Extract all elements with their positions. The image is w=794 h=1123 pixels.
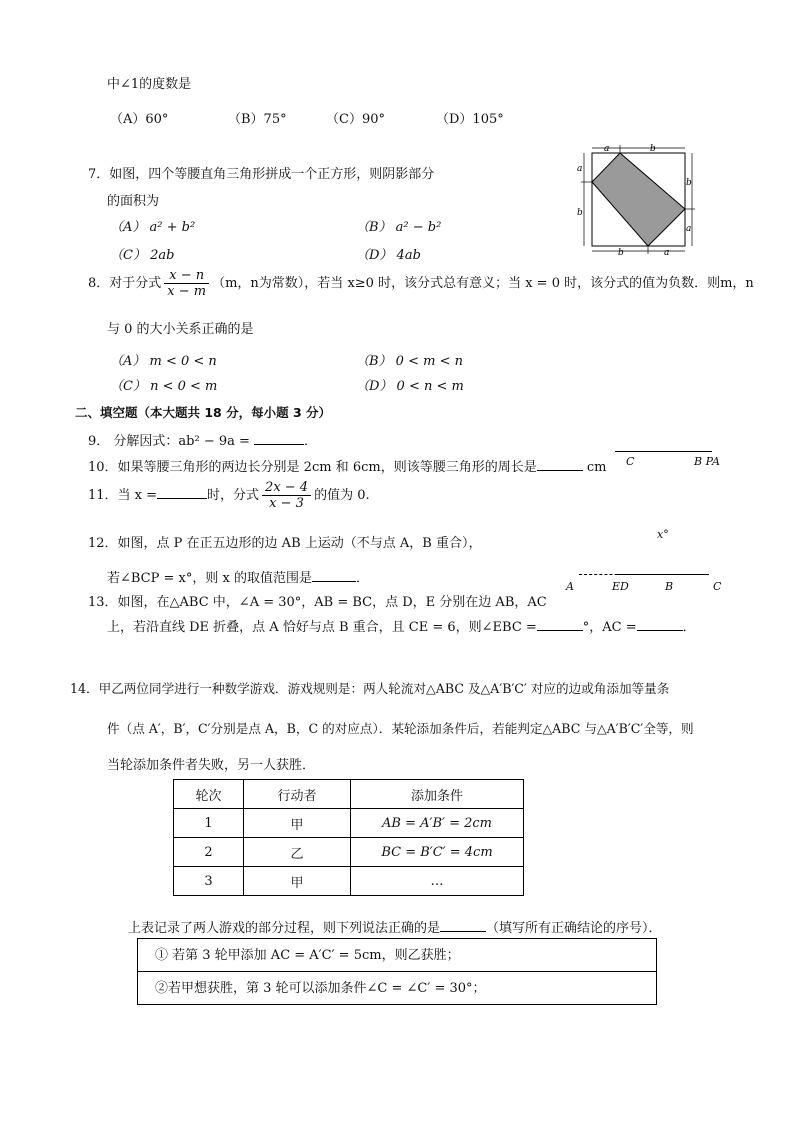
stray-label-a: A [566, 580, 574, 593]
q6-option-c: （C）90° [326, 112, 385, 127]
q8-fraction [164, 268, 209, 299]
q13-line1: 13．如图，在△ABC 中，∠A = 30°，AB = BC，点 D，E 分别在边 AB，AC [88, 595, 547, 610]
q10-blank[interactable] [537, 458, 583, 471]
q14-after-text: 上表记录了两人游戏的部分过程，则下列说法正确的是 [128, 921, 441, 936]
q11-blank[interactable] [157, 486, 207, 499]
q10-unit: cm [586, 460, 607, 475]
q6-line: 中∠1的度数是 [107, 77, 192, 92]
q12-text: 若∠BCP = x°，则 x 的取值范围是 [107, 571, 312, 586]
q14-after [128, 917, 662, 936]
stray-label-c2: C [713, 580, 722, 593]
q13-text-b: °，AC = [582, 620, 637, 635]
q11-frac-den: x − 3 [269, 496, 304, 511]
stray-label-x: x° [657, 528, 669, 541]
fig-label-top-a: a [604, 144, 610, 154]
table-cell: 3 [174, 867, 244, 896]
q9-end: ． [304, 434, 318, 449]
table-cell: 2 [174, 838, 244, 867]
q7-line1: 7．如图，四个等腰直角三角形拼成一个正方形，则阴影部分 [88, 167, 435, 182]
stray-line-top [615, 451, 712, 452]
q8-line2: 与 0 的大小关系正确的是 [107, 322, 254, 337]
table-cell: AB = A′B′ = 2cm [351, 809, 524, 838]
table-cell: … [351, 867, 524, 896]
stray-label-b: B [665, 580, 674, 593]
q13-blank-2[interactable] [637, 618, 683, 631]
q7-option-a: （A） a² + b² [110, 220, 196, 235]
q6-option-d: （D）105° [436, 112, 504, 127]
q14-after-end: （填写所有正确结论的序号）． [486, 921, 662, 936]
square-figure [574, 143, 698, 257]
table-cell: BC = B′C′ = 4cm [351, 838, 524, 867]
q9-text: 9． 分解因式：ab² − 9a = [88, 434, 250, 449]
q14-line2: 件（点 A′，B′，C′分别是点 A，B，C 的对应点）．某轮添加条件后，若能判定△ABC 与△A′B′C′全等，则 [107, 721, 694, 736]
fig-label-bottom-a: a [664, 248, 670, 257]
fig-label-right-a: a [686, 224, 692, 234]
q8-num: 8．对于分式 [88, 276, 162, 291]
q9-line [88, 430, 317, 449]
q8-option-d: （D） 0 < n < m [356, 379, 464, 394]
section-title: 二、填空题（本大题共 18 分，每小题 3 分） [75, 405, 332, 420]
q8-option-a: （A） m < 0 < n [110, 354, 217, 369]
table-row [174, 867, 524, 896]
table-cell: 乙 [244, 838, 351, 867]
fig-label-top-b: b [650, 144, 656, 154]
table-header-row [174, 780, 524, 809]
q14-line3: 当轮添加条件者失败，另一人获胜． [107, 758, 316, 773]
conclusion-2: ②若甲想获胜，第 3 轮可以添加条件∠C = ∠C′ = 30°； [137, 971, 657, 1005]
q7-option-c: （C） 2ab [110, 248, 175, 263]
q8-option-c: （C） n < 0 < m [110, 379, 218, 394]
q8-option-b: （B） 0 < m < n [356, 354, 463, 369]
table-header-condition: 添加条件 [351, 780, 524, 809]
q13-blank-1[interactable] [537, 618, 583, 631]
q13-end: ． [682, 620, 696, 635]
table-header-actor: 行动者 [244, 780, 351, 809]
q10-text: 10．如果等腰三角形的两边长分别是 2cm 和 6cm，则该等腰三角形的周长是 [88, 460, 537, 475]
fig-label-left-b: b [577, 208, 583, 218]
fig-label-left-a: a [577, 164, 583, 174]
q14-line1: 14．甲乙两位同学进行一种数学游戏．游戏规则是：两人轮流对△ABC 及△A′B′C′ 对应的边或角添加等量条 [70, 681, 670, 696]
q8-rest: （m，n为常数），若当 x≥0 时，该分式总有意义；当 x = 0 时，该分式的值为负数．则m，n [212, 276, 754, 291]
q11-post: 的值为 0. [314, 488, 370, 503]
table-cell: 甲 [244, 867, 351, 896]
table-row [174, 809, 524, 838]
q10-line [88, 456, 606, 475]
q11-frac-num: 2x − 4 [262, 480, 311, 496]
fig-label-bottom-b: b [618, 248, 624, 257]
q9-blank[interactable] [254, 432, 304, 445]
table-cell: 1 [174, 809, 244, 838]
q12-line2 [107, 567, 369, 586]
q14-blank[interactable] [440, 919, 486, 932]
q8-frac-num: x − n [164, 268, 209, 284]
q12-blank[interactable] [312, 569, 356, 582]
table-header-round: 轮次 [174, 780, 244, 809]
stray-label-ed: ED [612, 580, 629, 593]
q11-line [88, 480, 370, 511]
q12-line1: 12．如图，点 P 在正五边形的边 AB 上运动（不与点 A，B 重合）， [88, 536, 482, 551]
stray-solid-line [616, 574, 709, 575]
q11-pre: 11．当 x = [88, 488, 158, 503]
q6-option-a: （A）60° [110, 112, 169, 127]
fig-label-right-b: b [686, 178, 692, 188]
q8-line1 [88, 268, 754, 299]
q12-end: ． [355, 571, 369, 586]
q7-line2: 的面积为 [107, 194, 160, 209]
q13-line2 [107, 616, 696, 635]
stray-label-bpa: B PA [694, 455, 720, 468]
game-table [173, 779, 524, 896]
q7-option-d: （D） 4ab [356, 248, 421, 263]
q13-text-a: 上，若沿直线 DE 折叠，点 A 恰好与点 B 重合，且 CE = 6，则∠EBC = [107, 620, 537, 635]
q11-mid: 时，分式 [207, 488, 260, 503]
q7-option-b: （B） a² − b² [356, 220, 442, 235]
q8-frac-den: x − m [167, 284, 207, 299]
conclusion-1: ① 若第 3 轮甲添加 AC = A′C′ = 5cm，则乙获胜； [137, 938, 657, 972]
stray-label-c: C [626, 455, 635, 468]
table-row [174, 838, 524, 867]
q11-fraction [262, 480, 311, 511]
q6-option-b: （B）75° [228, 112, 287, 127]
table-cell: 甲 [244, 809, 351, 838]
